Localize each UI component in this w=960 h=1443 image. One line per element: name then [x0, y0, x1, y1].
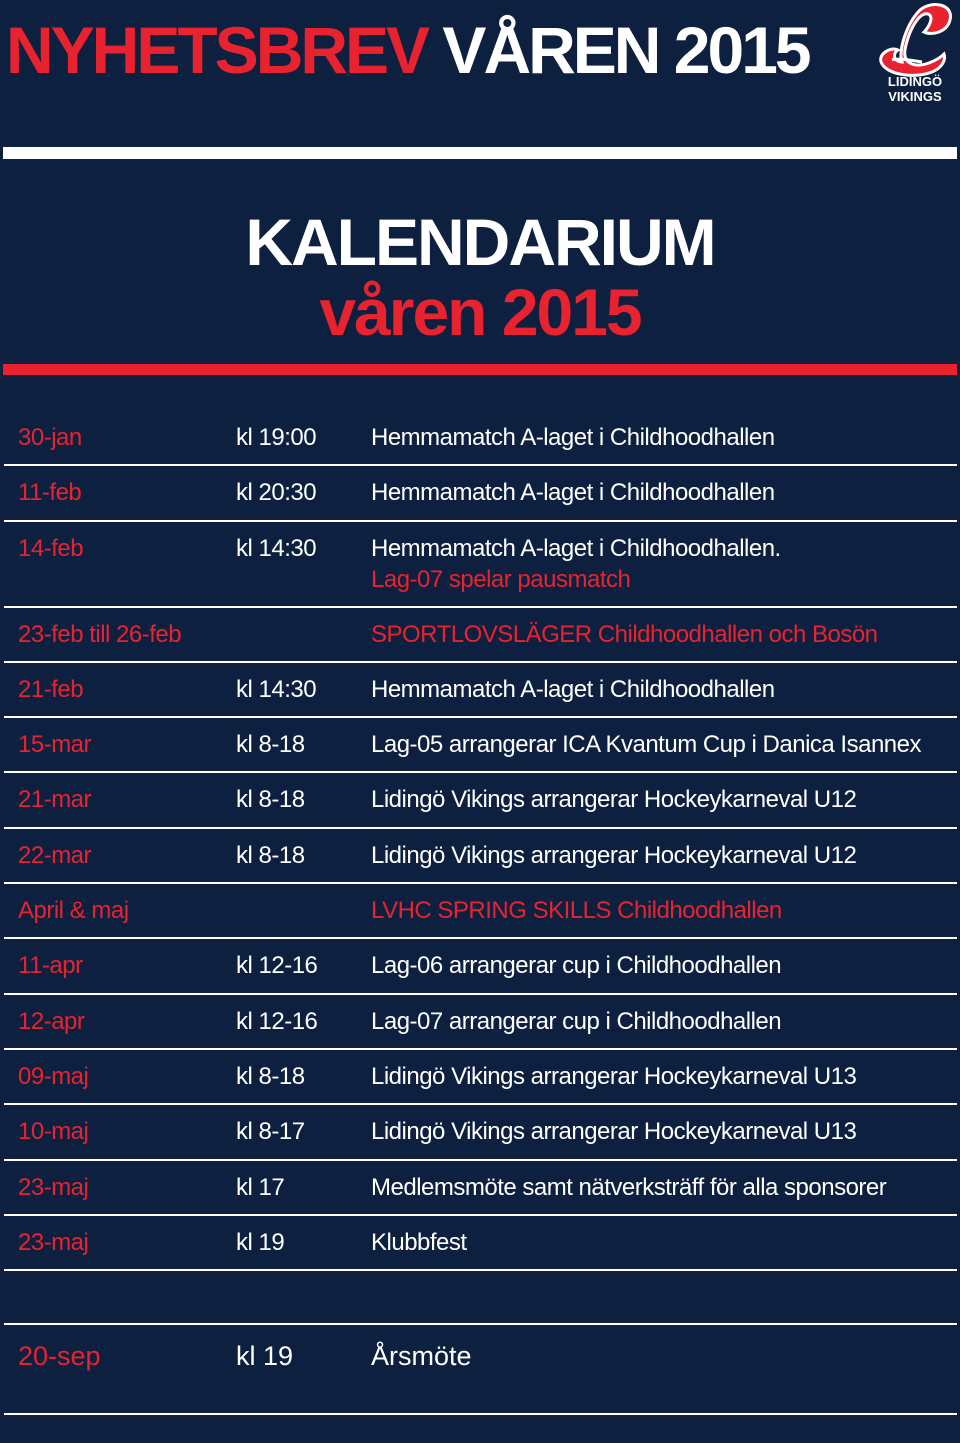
event-row [0, 995, 960, 1050]
event-date: 21-mar [18, 786, 92, 814]
event-description: Lidingö Vikings arrangerar Hockeykarneval U12 [371, 786, 857, 814]
event-date: 22-mar [18, 841, 92, 869]
event-time: kl 12-16 [236, 1007, 318, 1035]
event-description: LVHC SPRING SKILLS Childhoodhallen [371, 897, 782, 925]
event-time: kl 8-18 [236, 1062, 305, 1090]
event-time: kl 20:30 [236, 479, 317, 507]
event-description: Lag-06 arrangerar cup i Childhoodhallen [371, 952, 782, 980]
header-divider [3, 147, 957, 159]
event-description-note: Lag-07 spelar pausmatch [371, 565, 631, 593]
annual-meeting-date: 20-sep [18, 1341, 101, 1371]
event-row [0, 1216, 960, 1271]
event-date: 11-feb [18, 479, 82, 507]
logo-text-line1: LIDINGÖ [887, 74, 943, 89]
newsletter-title-white: VÅREN 2015 [442, 13, 809, 87]
event-date: 23-feb till 26-feb [18, 620, 182, 648]
event-row [0, 663, 960, 718]
newsletter-title-red: NYHETSBREV [6, 13, 428, 87]
event-row [0, 718, 960, 773]
event-description: Lidingö Vikings arrangerar Hockeykarneval U13 [371, 1062, 857, 1090]
event-time: kl 14:30 [236, 675, 317, 703]
event-row [0, 411, 960, 466]
event-description: Lag-05 arrangerar ICA Kvantum Cup i Danica Isannex [371, 731, 921, 759]
event-date: 15-mar [18, 731, 92, 759]
calendar-subtitle: våren 2015 [319, 275, 641, 349]
event-time: kl 19:00 [236, 424, 317, 451]
annual-meeting-row [0, 1325, 960, 1415]
event-description: Klubbfest [371, 1228, 467, 1256]
calendar-title: KALENDARIUM [245, 205, 715, 279]
annual-meeting-description: Årsmöte [371, 1341, 472, 1371]
newsletter-title [6, 10, 809, 90]
event-time: kl 17 [236, 1173, 285, 1201]
event-date: 30-jan [18, 424, 82, 451]
event-row [0, 466, 960, 521]
event-date: 12-apr [18, 1007, 85, 1035]
lidingo-vikings-logo [872, 2, 958, 104]
logo-text-line2: VIKINGS [888, 89, 942, 104]
event-row [0, 1050, 960, 1105]
event-time: kl 8-18 [236, 841, 305, 869]
event-time: kl 19 [236, 1228, 285, 1256]
calendar-divider [3, 364, 957, 375]
event-time: kl 8-18 [236, 786, 305, 814]
event-row [0, 773, 960, 828]
event-time: kl 8-17 [236, 1118, 305, 1146]
event-description: SPORTLOVSLÄGER Childhoodhallen och Bosön [371, 620, 878, 648]
event-row [0, 939, 960, 994]
event-date: April & maj [18, 897, 129, 925]
event-date: 10-maj [18, 1118, 89, 1146]
event-description: Lidingö Vikings arrangerar Hockeykarneval U13 [371, 1118, 857, 1146]
event-time: kl 12-16 [236, 952, 318, 980]
event-description: Lag-07 arrangerar cup i Childhoodhallen [371, 1007, 782, 1035]
event-row [0, 1161, 960, 1216]
event-description: Hemmamatch A-laget i Childhoodhallen [371, 424, 775, 451]
event-row [0, 608, 960, 663]
event-date: 23-maj [18, 1228, 89, 1256]
event-date: 21-feb [18, 675, 84, 703]
event-row [0, 829, 960, 884]
event-description: Hemmamatch A-laget i Childhoodhallen [371, 479, 775, 507]
event-time: kl 14:30 [236, 534, 317, 562]
event-description: Medlemsmöte samt nätverksträff för alla sponsorer [371, 1173, 887, 1201]
event-date: 23-maj [18, 1173, 89, 1201]
event-row [0, 884, 960, 939]
event-list [0, 411, 960, 1271]
event-description: Hemmamatch A-laget i Childhoodhallen. [371, 534, 781, 562]
event-date: 11-apr [18, 952, 83, 980]
event-description: Lidingö Vikings arrangerar Hockeykarneval U12 [371, 841, 857, 869]
event-row [0, 1105, 960, 1160]
event-time: kl 8-18 [236, 731, 305, 759]
event-date: 09-maj [18, 1062, 89, 1090]
annual-meeting-time: kl 19 [236, 1341, 294, 1371]
event-description: Hemmamatch A-laget i Childhoodhallen [371, 675, 775, 703]
event-date: 14-feb [18, 534, 84, 562]
event-row [0, 522, 960, 608]
